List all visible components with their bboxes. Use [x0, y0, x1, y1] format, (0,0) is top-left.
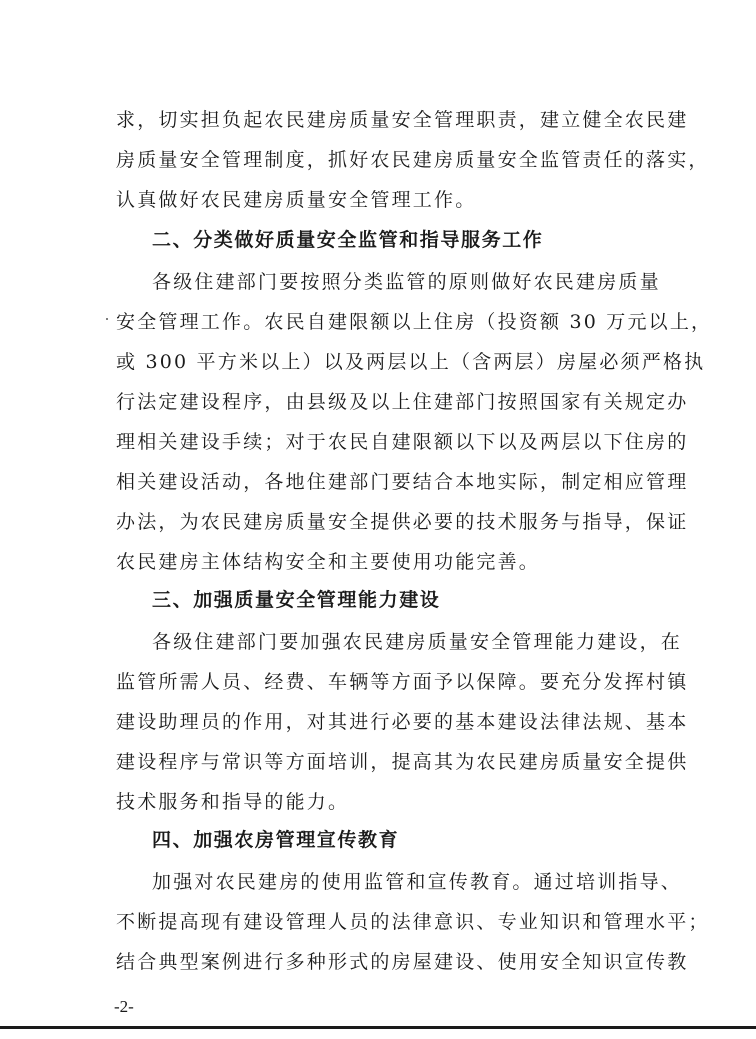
paragraph-line: 农民建房主体结构安全和主要使用功能完善。 — [116, 551, 541, 573]
paragraph-line: 或 300 平方米以上）以及两层以上（含两层）房屋必须严格执 — [116, 351, 706, 373]
paragraph-line: 安全管理工作。农民自建限额以上住房（投资额 30 万元以上， — [116, 311, 713, 333]
section-heading: 三、加强质量安全管理能力建设 — [152, 589, 441, 611]
paragraph-line: 行法定建设程序，由县级及以上住建部门按照国家有关规定办 — [116, 391, 689, 413]
paragraph-line: 房质量安全管理制度，抓好农民建房质量安全监管责任的落实， — [116, 149, 710, 171]
section-heading: 四、加强农房管理宣传教育 — [152, 829, 400, 851]
page-number: -2- — [114, 997, 134, 1016]
paragraph-line: 建设助理员的作用，对其进行必要的基本建设法律法规、基本 — [116, 711, 689, 733]
paragraph-line: 建设程序与常识等方面培训，提高其为农民建房质量安全提供 — [116, 751, 689, 773]
bottom-rule — [0, 1026, 756, 1029]
paragraph-line: 加强对农民建房的使用监管和宣传教育。通过培训指导、 — [152, 871, 683, 893]
paragraph-line: 各级住建部门要按照分类监管的原则做好农民建房质量 — [152, 271, 661, 293]
scan-speck — [106, 318, 108, 320]
paragraph-line: 认真做好农民建房质量安全管理工作。 — [116, 189, 477, 211]
paragraph-line: 不断提高现有建设管理人员的法律意识、专业知识和管理水平； — [116, 911, 710, 933]
paragraph-line: 办法，为农民建房质量安全提供必要的技术服务与指导，保证 — [116, 511, 689, 533]
paragraph-line: 理相关建设手续；对于农民自建限额以下以及两层以下住房的 — [116, 431, 689, 453]
section-heading: 二、分类做好质量安全监管和指导服务工作 — [152, 229, 544, 251]
paragraph-line: 求，切实担负起农民建房质量安全管理职责，建立健全农民建 — [116, 109, 689, 131]
paragraph-line: 各级住建部门要加强农民建房质量安全管理能力建设，在 — [152, 631, 683, 653]
paragraph-line: 监管所需人员、经费、车辆等方面予以保障。要充分发挥村镇 — [116, 671, 689, 693]
paragraph-line: 相关建设活动，各地住建部门要结合本地实际，制定相应管理 — [116, 471, 689, 493]
paragraph-line: 技术服务和指导的能力。 — [116, 791, 350, 813]
paragraph-line: 结合典型案例进行多种形式的房屋建设、使用安全知识宣传教 — [116, 951, 689, 973]
